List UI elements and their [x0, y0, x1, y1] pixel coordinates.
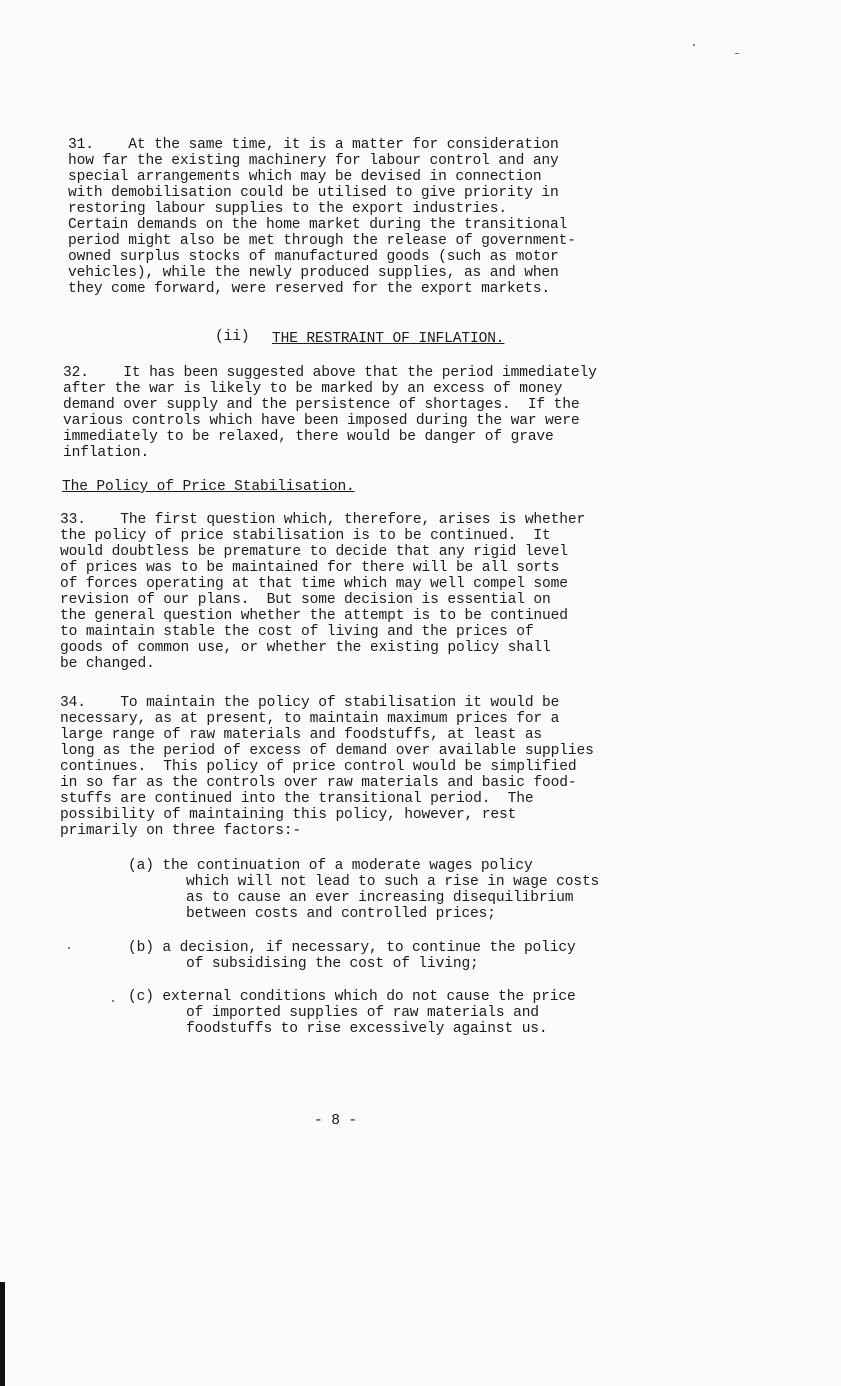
- text-line: immediately to be relaxed, there would be danger of grave: [63, 429, 554, 445]
- scan-speck: [68, 947, 70, 949]
- subheading: The Policy of Price Stabilisation.: [62, 479, 355, 495]
- text-line: they come forward, were reserved for the export markets.: [68, 281, 551, 297]
- text-line: owned surplus stocks of manufactured goods (such as motor: [68, 249, 559, 265]
- text-line: as to cause an ever increasing disequilibrium: [186, 890, 574, 906]
- text-line: would doubtless be premature to decide that any rigid level: [60, 544, 568, 560]
- text-line: Certain demands on the home market during the transitional: [68, 217, 568, 233]
- scan-edge-mark: [0, 1282, 5, 1386]
- text-line: (c) external conditions which do not cause the price: [128, 989, 576, 1005]
- text-line: be changed.: [60, 656, 155, 672]
- text-line: restoring labour supplies to the export industries.: [68, 201, 507, 217]
- text-line: (a) the continuation of a moderate wages policy: [128, 858, 533, 874]
- text-line: 32. It has been suggested above that the period immediately: [63, 365, 597, 381]
- text-line: stuffs are continued into the transitional period. The: [60, 791, 534, 807]
- text-line: of prices was to be maintained for there will be all sorts: [60, 560, 560, 576]
- text-line: between costs and controlled prices;: [186, 906, 496, 922]
- text-line: continues. This policy of price control would be simplified: [60, 759, 577, 775]
- text-line: 34. To maintain the policy of stabilisation it would be: [60, 695, 560, 711]
- text-line: various controls which have been imposed during the war were: [63, 413, 580, 429]
- scan-speck: [693, 44, 695, 46]
- section-number: (ii): [215, 329, 250, 345]
- text-line: in so far as the controls over raw materials and basic food-: [60, 775, 577, 791]
- text-line: with demobilisation could be utilised to give priority in: [68, 185, 559, 201]
- text-line: necessary, as at present, to maintain maximum prices for a: [60, 711, 560, 727]
- text-line: the policy of price stabilisation is to be continued. It: [60, 528, 551, 544]
- text-line: after the war is likely to be marked by an excess of money: [63, 381, 563, 397]
- text-line: how far the existing machinery for labour control and any: [68, 153, 559, 169]
- text-line: 31. At the same time, it is a matter for consideration: [68, 137, 559, 153]
- text-line: special arrangements which may be devised in connection: [68, 169, 542, 185]
- text-line: primarily on three factors:-: [60, 823, 302, 839]
- text-line: period might also be met through the release of government-: [68, 233, 576, 249]
- text-line: possibility of maintaining this policy, however, rest: [60, 807, 517, 823]
- text-line: of imported supplies of raw materials and: [186, 1005, 539, 1021]
- text-line: revision of our plans. But some decision is essential on: [60, 592, 551, 608]
- text-line: foodstuffs to rise excessively against us.: [186, 1021, 548, 1037]
- text-line: demand over supply and the persistence of shortages. If the: [63, 397, 580, 413]
- scan-speck: [112, 1000, 114, 1002]
- text-line: large range of raw materials and foodstuffs, at least as: [60, 727, 543, 743]
- scan-speck: [735, 53, 739, 54]
- text-line: the general question whether the attempt is to be continued: [60, 608, 568, 624]
- text-line: to maintain stable the cost of living and the prices of: [60, 624, 534, 640]
- text-line: goods of common use, or whether the existing policy shall: [60, 640, 551, 656]
- section-title: THE RESTRAINT OF INFLATION.: [272, 331, 505, 347]
- text-line: which will not lead to such a rise in wage costs: [186, 874, 600, 890]
- text-line: long as the period of excess of demand over available supplies: [60, 743, 594, 759]
- text-line: of subsidising the cost of living;: [186, 956, 479, 972]
- text-line: (b) a decision, if necessary, to continue the policy: [128, 940, 576, 956]
- page-number: - 8 -: [314, 1113, 358, 1129]
- text-line: inflation.: [63, 445, 150, 461]
- text-line: vehicles), while the newly produced supplies, as and when: [68, 265, 559, 281]
- text-line: of forces operating at that time which may well compel some: [60, 576, 568, 592]
- text-line: 33. The first question which, therefore, arises is whether: [60, 512, 586, 528]
